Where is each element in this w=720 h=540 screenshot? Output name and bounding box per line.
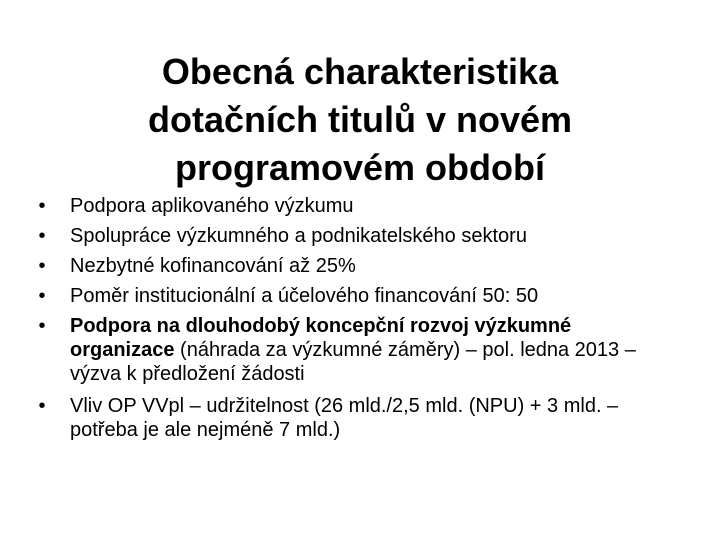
bullet-item xyxy=(0,394,720,442)
bullet-item xyxy=(0,254,720,278)
bullet-dot-icon: • xyxy=(38,285,46,307)
slide-title-line: Obecná charakteristika xyxy=(161,51,559,92)
bullet-text: Vliv OP VVpl – udržitelnost (26 mld./2,5 mld. (NPU) + 3 mld. – potřeba je ale nejméně 7 mld.) xyxy=(70,395,619,441)
bullet-item xyxy=(0,194,720,218)
slide-title xyxy=(0,48,720,192)
bullet-item xyxy=(0,224,720,248)
bullet-text: Spolupráce výzkumného a podnikatelského sektoru xyxy=(70,225,527,247)
slide-title-line: dotačních titulů v novém xyxy=(147,99,573,140)
bullet-dot-icon: • xyxy=(38,195,46,217)
bullet-bold-text: Podpora na dlouhodobý koncepční rozvoj výzkumné organizace xyxy=(70,315,572,361)
bullet-text: Poměr institucionální a účelového financování 50: 50 xyxy=(70,285,539,307)
bullet-text: Podpora aplikovaného výzkumu xyxy=(70,195,354,217)
bullet-list xyxy=(0,194,720,448)
bullet-dot-icon: • xyxy=(38,395,46,417)
bullet-text: (náhrada za výzkumné záměry) – pol. ledna 2013 – výzva k předložení žádosti xyxy=(70,339,636,385)
bullet-dot-icon: • xyxy=(38,315,46,337)
bullet-item xyxy=(0,284,720,308)
bullet-dot-icon: • xyxy=(38,255,46,277)
slide-title-line: programovém období xyxy=(174,147,546,188)
bullet-text: Nezbytné kofinancování až 25% xyxy=(70,255,356,277)
bullet-item xyxy=(0,314,720,386)
bullet-dot-icon: • xyxy=(38,225,46,247)
